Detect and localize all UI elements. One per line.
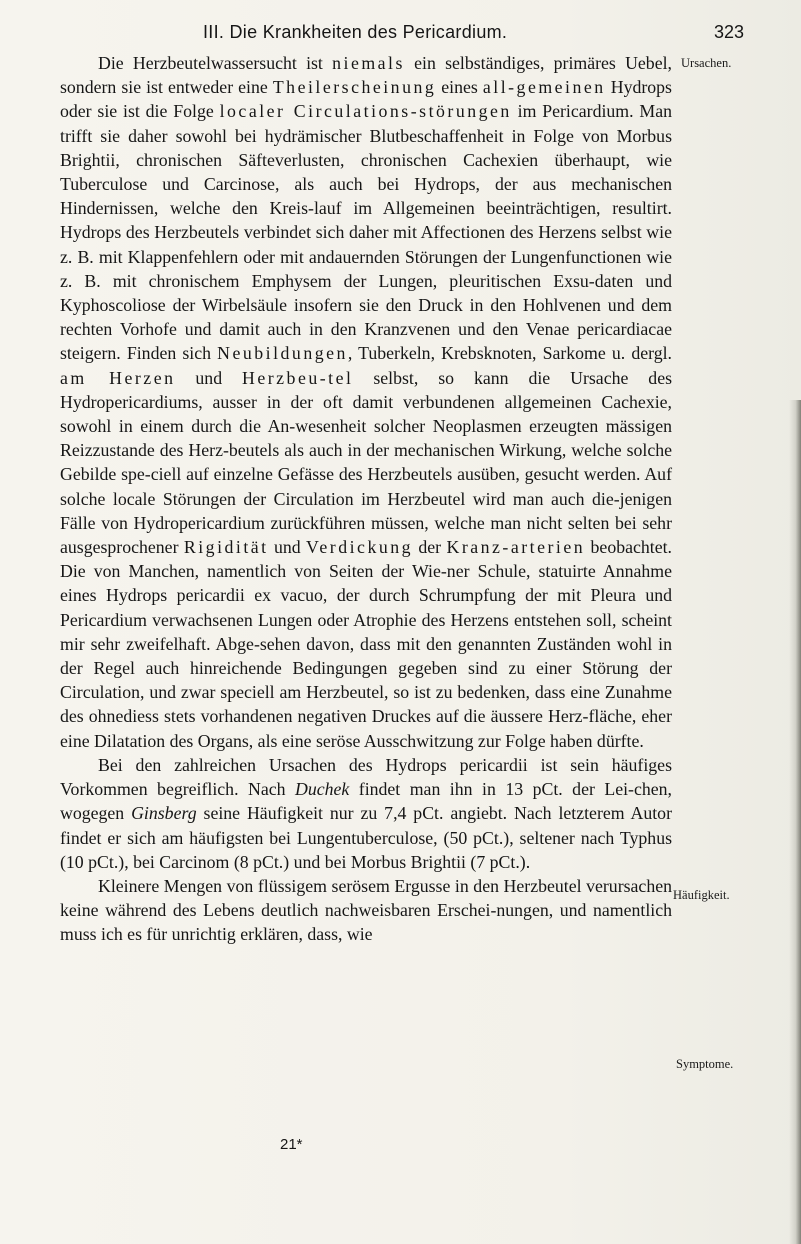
text-run: eines <box>436 77 483 98</box>
margin-note-symptoms: Symptome. <box>676 1057 734 1071</box>
emphasis: Verdickung <box>306 537 414 558</box>
emphasis: Neubildungen <box>217 343 348 364</box>
text-run: Die Herzbeutelwassersucht ist <box>98 53 333 73</box>
paragraph-causes <box>60 51 672 753</box>
text-run: selbst, so kann die Ursache des Hydropericardiums, ausser in der oft damit verbundenen allgemeinen Cachexie, sowohl in einem durch die An-wesenheit solcher Neoplasmen erzeugten mässigen Reizzustande des Herz-beutels als auch in der mechanischen Wirkung, welche solche Gebilde spe-ciell auf einzelne Gefässe des Herzbeutels ausüben, gesucht werden. Auf solche locale Störungen der Circulation im Herzbeutel wird man auch die-jenigen Fälle von Hydropericardium zurückführen müssen, welche man nicht selten bei sehr ausgesprochener <box>60 367 673 558</box>
margin-note-causes: Ursachen. <box>681 56 732 70</box>
emphasis: Kranz-arterien <box>446 537 586 558</box>
text-run: Kleinere Mengen von flüssigem serösem Ergusse in den Herzbeutel verursachen keine während des Lebens deutlich nachweisbaren Erschei-nungen, und namentlich muss ich es für unrichtig erklären, dass, wie <box>60 875 672 945</box>
text-run: Bei den zahlreichen Ursachen des Hydrops pericardii ist sein häufiges Vorkommen begreiflich. Nach <box>60 754 672 800</box>
page-number: 323 <box>713 22 744 42</box>
emphasis: Theilerscheinung <box>272 77 437 98</box>
text-run: im Pericardium. Man trifft sie daher sowohl bei hydrämischer Blutbeschaffenheit in Folge von Morbus Brightii, chronischen Säfteverlusten, chronischen Cachexien überhaupt, wie Tuberculose und Carcinose, als auch bei Hydrops, der aus mechanischen Hindernissen, welche den Kreis-lauf im Allgemeinen beeinträchtigen, resultirt. Hydrops des Herzbeutels verbindet sich daher mit Affectionen des Herzens selbst wie z. B. mit Klappenfehlern oder mit andauernden Störungen der Lungenfunctionen wie z. B. mit chronischem Emphysem der Lungen, pleuritischen Exsu-daten und Kyphoscoliose der Wirbelsäule insofern sie den Druck in den Hohlvenen und dem rechten Vorhofe und damit auch in den Kranzvenen und den Venae pericardiacae steigern. Finden sich <box>60 101 673 364</box>
running-header <box>60 22 750 52</box>
paragraph-symptoms <box>60 874 672 947</box>
author-name: Ginsberg <box>131 803 197 824</box>
chapter-title: III. Die Krankheiten des Pericardium. <box>203 22 508 42</box>
emphasis: am Herzen <box>60 367 176 388</box>
text-run: und <box>175 367 243 388</box>
main-text <box>60 51 672 947</box>
text-run: ein selbständiges, primäres Uebel, sondern sie ist entweder eine <box>60 53 672 98</box>
margin-note-frequency: Häufigkeit. <box>673 888 730 902</box>
text-run: beobachtet. Die von Manchen, namentlich von Seiten der Wie-ner Schule, statuirte Annahme eines Hydrops pericardii ex vacuo, der durch Schrumpfung der mit Pleura und Pericardium verwachsenen Lungen oder Atrophie des Herzens entstehen soll, scheint mir sehr zweifelhaft. Abge-sehen davon, dass mit den genannten Zuständen wohl in der Regel auch hinreichende Bedingungen gegeben sind zu einer Störung der Circulation, und zwar speciell am Herzbeutel, so ist zu bedenken, dass eine Zunahme des ohnediess stets vorhandenen negativen Druckes auf die äussere Herz-fläche, eher eine Dilatation des Organs, als eine seröse Ausschwitzung zur Folge haben dürfte. <box>60 537 672 751</box>
text-run: der <box>413 537 447 558</box>
page-edge-shadow <box>789 400 801 1244</box>
signature-mark: 21* <box>280 1136 303 1153</box>
text-run: und <box>268 537 307 558</box>
author-name: Duchek <box>294 779 350 800</box>
emphasis: niemals <box>332 53 405 73</box>
paragraph-frequency <box>60 753 672 874</box>
emphasis: Herzbeu-tel <box>242 367 354 388</box>
text-run: seine Häufigkeit nur zu 7,4 pCt. angiebt. Nach letzterem Autor findet er sich am häufigsten bei Lungentuberculose, (50 pCt.), seltener nach Typhus (10 pCt.), bei Carcinom (8 pCt.) und bei Morbus Brightii (7 pCt.). <box>60 803 672 872</box>
text-run: , Tuberkeln, Krebsknoten, Sarkome u. dergl. <box>347 343 673 364</box>
emphasis: Rigidität <box>183 537 269 558</box>
emphasis: all-gemeinen <box>482 77 606 98</box>
text-run: findet man ihn in 13 pCt. der Lei-chen, wogegen <box>60 779 672 824</box>
text-run: Hydrops oder sie ist die Folge <box>60 77 672 122</box>
emphasis: localer Circulations-störungen <box>219 101 512 122</box>
